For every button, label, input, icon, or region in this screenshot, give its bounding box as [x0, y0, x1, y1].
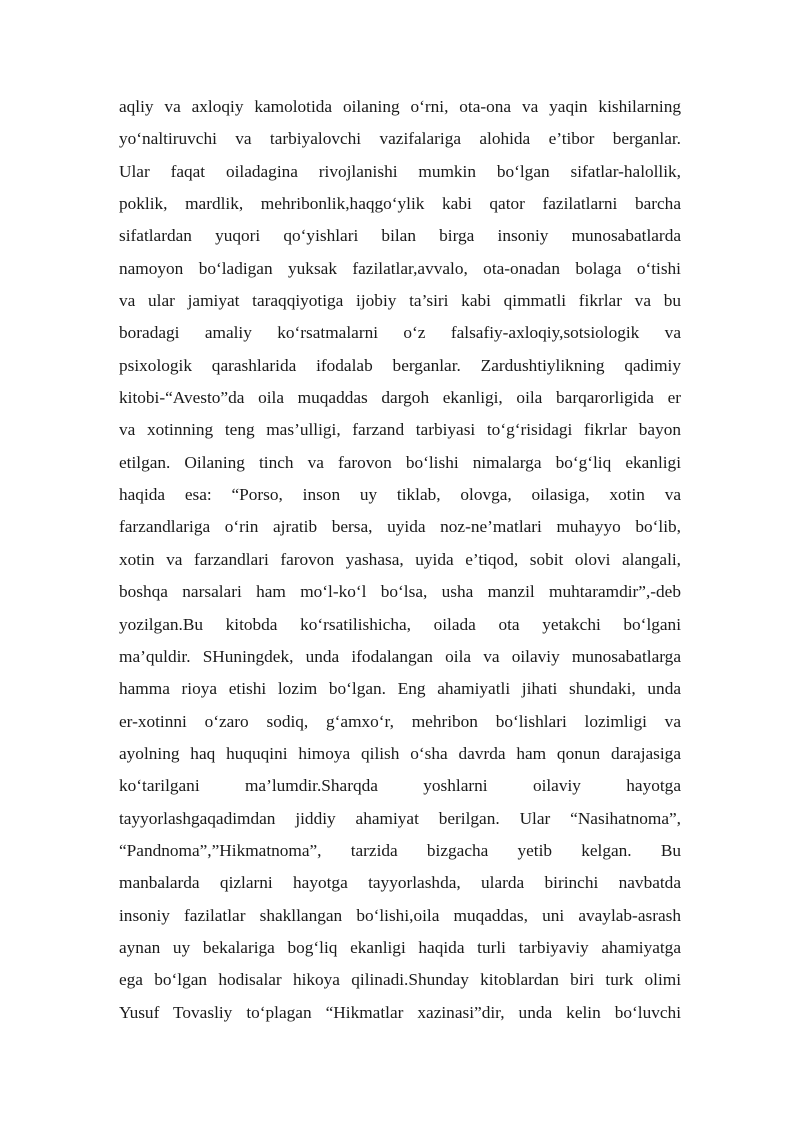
text-line: ayolning haq huquqini himoya qilish o‘sha davrda ham qonun darajasiga	[119, 743, 681, 763]
text-line: kitobi-“Avesto”da oila muqaddas dargoh ekanligi, oila barqarorligida er	[119, 388, 681, 408]
text-line: ma’quldir. SHuningdek, unda ifodalangan oila va oilaviy munosabatlarga	[119, 646, 681, 666]
text-line: va ular jamiyat taraqqiyotiga ijobiy ta’siri kabi qimmatli fikrlar va bu	[119, 291, 681, 311]
text-line: manbalarda qizlarni hayotga tayyorlashda, ularda birinchi navbatda	[119, 873, 681, 893]
text-line: ko‘tarilgani ma’lumdir.Sharqda yoshlarni oilaviy hayotga	[119, 776, 681, 796]
text-line: hamma rioya etishi lozim bo‘lgan. Eng ahamiyatli jihati shundaki, unda	[119, 679, 681, 699]
text-line: psixologik qarashlarida ifodalab berganlar. Zardushtiylikning qadimiy	[119, 355, 681, 375]
text-line: er-xotinni o‘zaro sodiq, g‘amxo‘r, mehribon bo‘lishlari lozimligi va	[119, 711, 681, 731]
text-line: “Pandnoma”,”Hikmatnoma”, tarzida bizgacha yetib kelgan. Bu	[119, 840, 681, 860]
text-line: namoyon bo‘ladigan yuksak fazilatlar,avvalo, ota-onadan bolaga o‘tishi	[119, 258, 681, 278]
text-line: aqliy va axloqiy kamolotida oilaning o‘rni, ota-ona va yaqin kishilarning	[119, 97, 681, 116]
text-line: haqida esa: “Porso, inson uy tiklab, olovga, oilasiga, xotin va	[119, 485, 681, 505]
text-line: sifatlardan yuqori qo‘yishlari bilan birga insoniy munosabatlarda	[119, 226, 681, 246]
text-line: ega bo‘lgan hodisalar hikoya qilinadi.Shunday kitoblardan biri turk olimi	[119, 970, 681, 990]
body-text	[119, 91, 681, 1029]
text-line: va xotinning teng mas’ulligi, farzand tarbiyasi to‘g‘risidagi fikrlar bayon	[119, 420, 681, 440]
text-line: yo‘naltiruvchi va tarbiyalovchi vazifalariga alohida e’tibor berganlar.	[119, 129, 681, 149]
text-line: tayyorlashgaqadimdan jiddiy ahamiyat berilgan. Ular “Nasihatnoma”,	[119, 808, 681, 828]
text-line: etilgan. Oilaning tinch va farovon bo‘lishi nimalarga bo‘g‘liq ekanligi	[119, 452, 681, 472]
text-line: xotin va farzandlari farovon yashasa, uyida e’tiqod, sobit olovi alangali,	[119, 549, 681, 569]
text-line: boshqa narsalari ham mo‘l-ko‘l bo‘lsa, usha manzil muhtaramdir”,-deb	[119, 582, 681, 602]
text-line: Yusuf Tovasliy to‘plagan “Hikmatlar xazinasi”dir, unda kelin bo‘luvchi	[119, 1002, 681, 1022]
text-line: Ular faqat oiladagina rivojlanishi mumkin bo‘lgan sifatlar-halollik,	[119, 161, 681, 181]
text-line: poklik, mardlik, mehribonlik,haqgo‘ylik kabi qator fazilatlarni barcha	[119, 194, 681, 214]
text-line: yozilgan.Bu kitobda ko‘rsatilishicha, oilada ota yetakchi bo‘lgani	[119, 614, 681, 634]
text-line: farzandlariga o‘rin ajratib bersa, uyida noz-ne’matlari muhayyo bo‘lib,	[119, 517, 681, 537]
text-line: aynan uy bekalariga bog‘liq ekanligi haqida turli tarbiyaviy ahamiyatga	[119, 937, 681, 957]
text-line: boradagi amaliy ko‘rsatmalarni o‘z falsafiy-axloqiy,sotsiologik va	[119, 323, 681, 343]
text-line: insoniy fazilatlar shakllangan bo‘lishi,oila muqaddas, uni avaylab-asrash	[119, 905, 681, 925]
